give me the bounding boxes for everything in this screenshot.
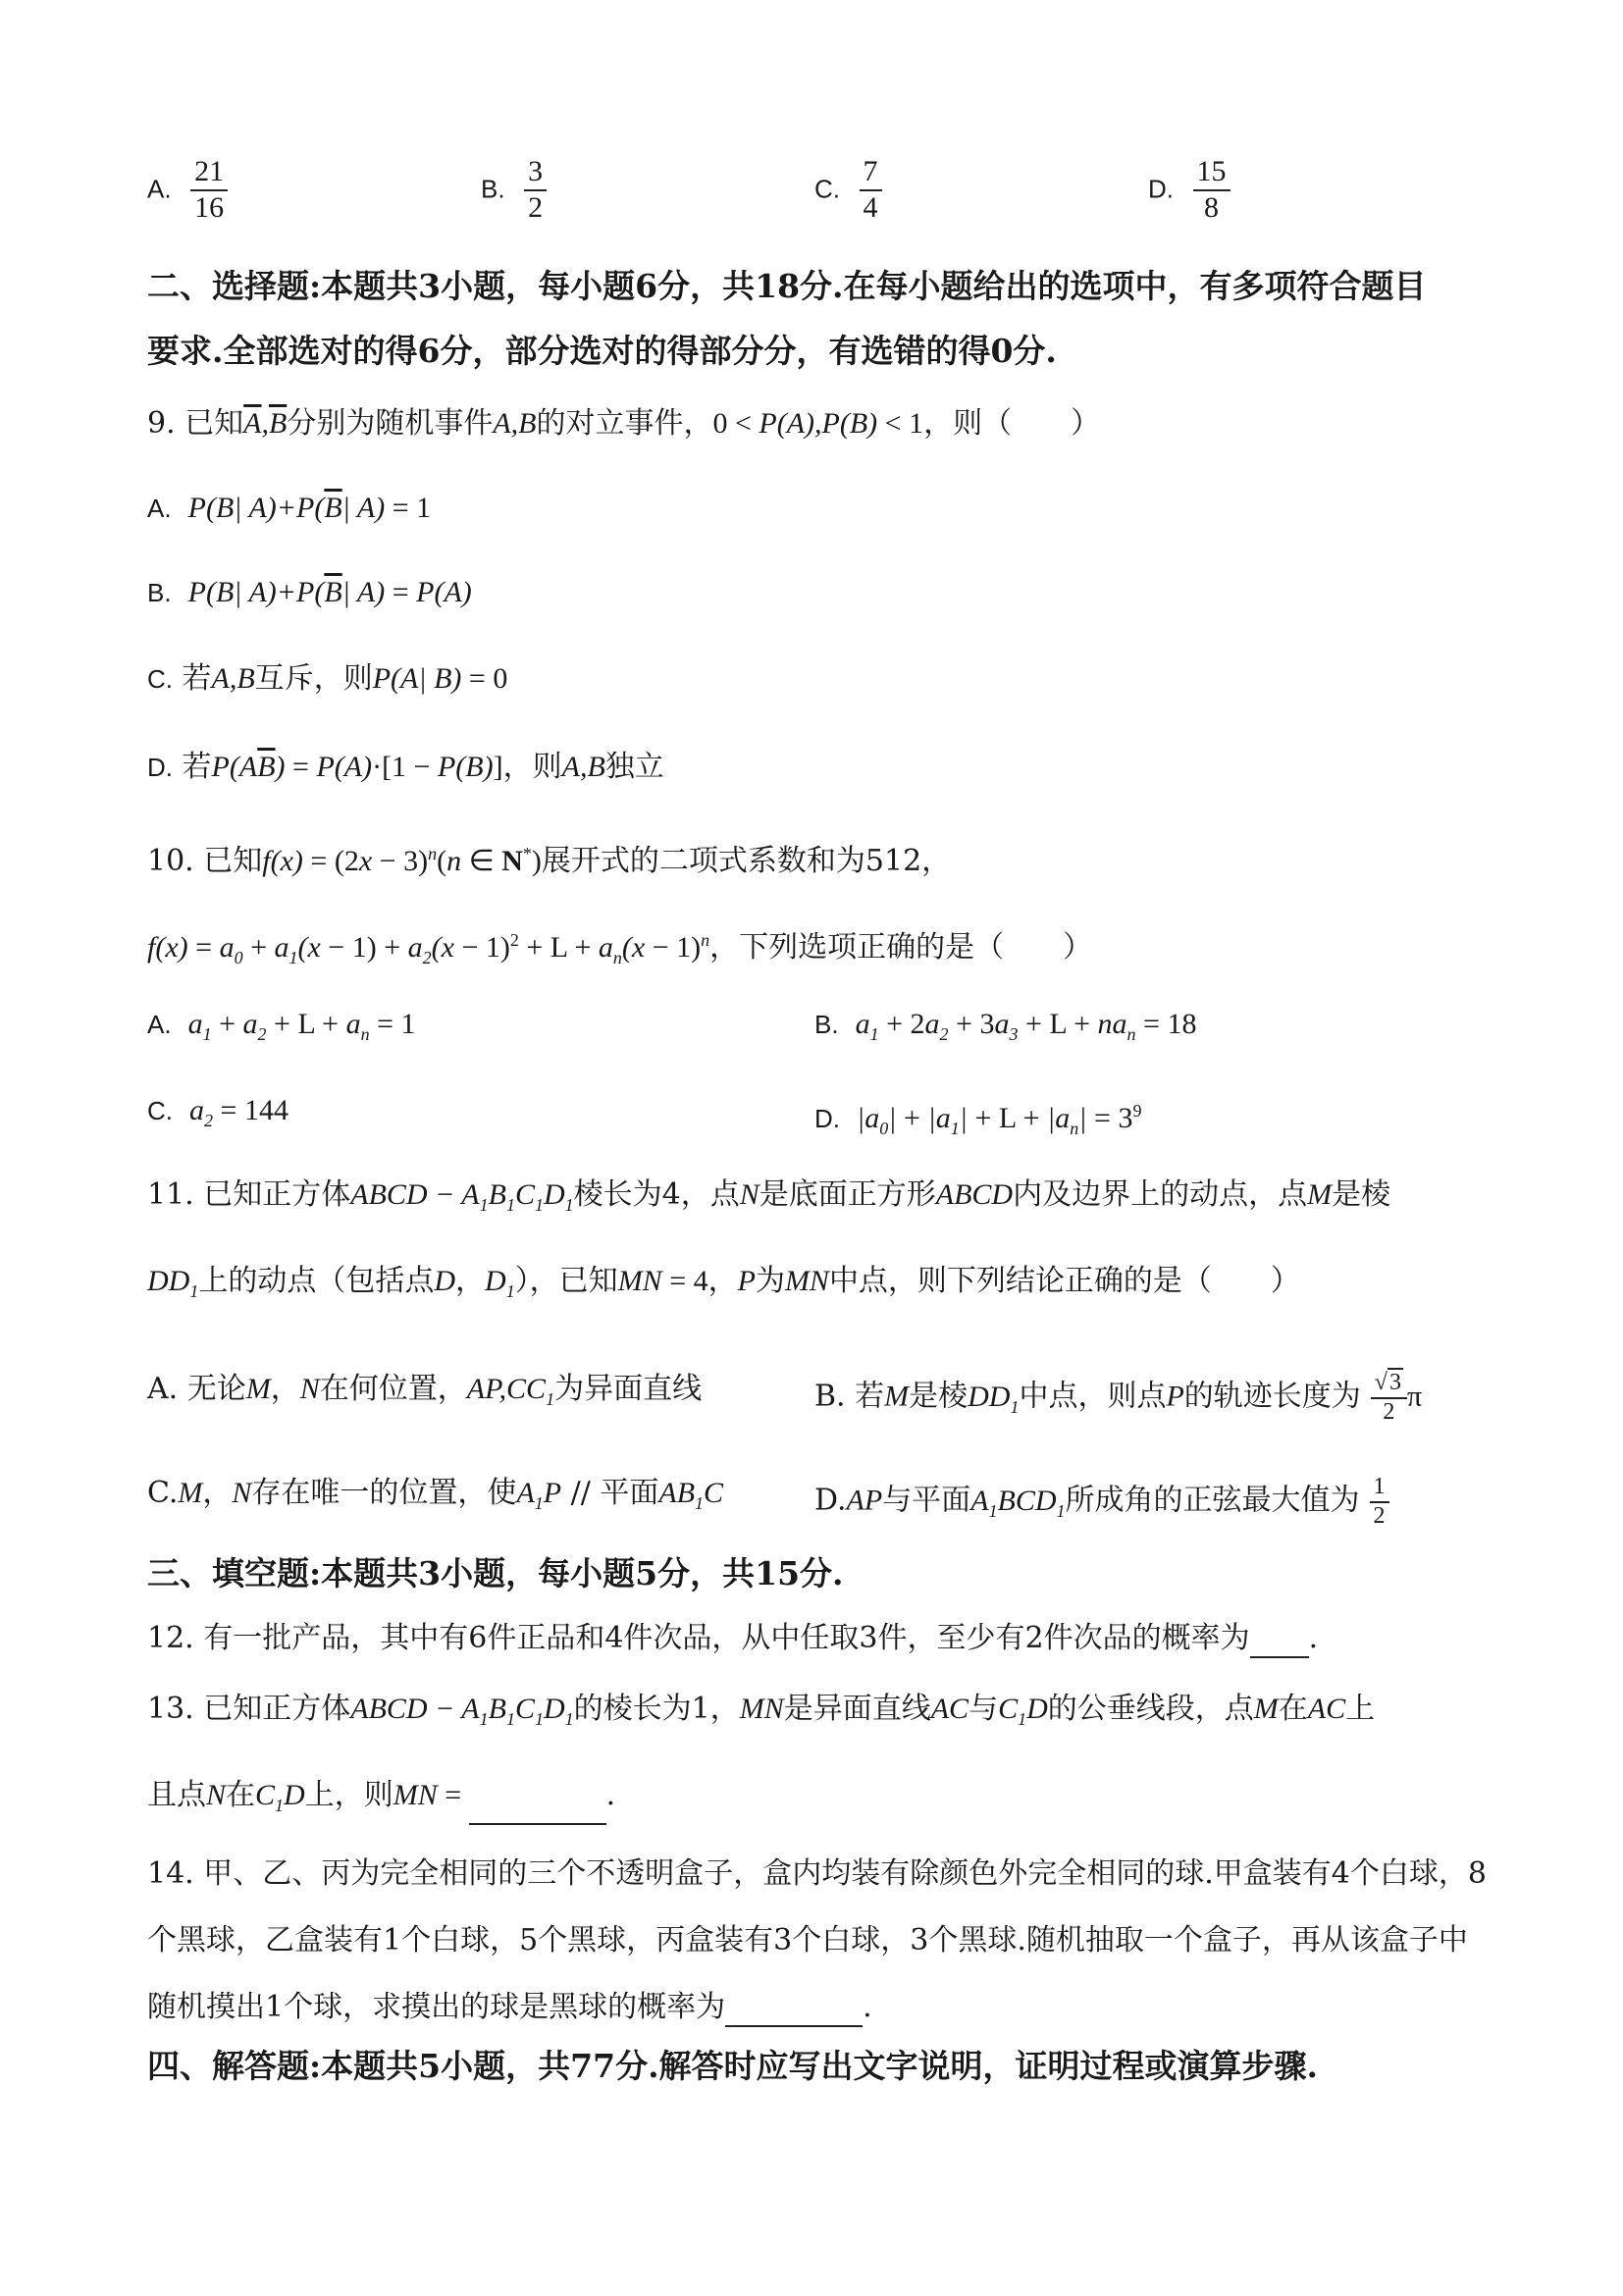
fraction: $\frac{3}{2}$: [524, 155, 547, 225]
section4-heading: 四、解答题:本题共5小题，共77分.解答时应写出文字说明，证明过程或演算步骤.: [147, 2047, 1319, 2085]
math-cube: ABCD − $A_1B_1C_1D_1$: [350, 1693, 574, 1729]
math-formula: MN =: [393, 1779, 469, 1811]
math-formula: P(B| $A)+P(\overline{B}|$ A) = P(A): [181, 576, 472, 608]
math-formula: $a_1 + a_2 + L + a_n = 1$: [181, 1008, 416, 1044]
math-formula: $a_1 + 2a_2 + 3a_3 + L + na_n = 18$: [848, 1008, 1197, 1044]
q10-option-d: D. $|a_0| + |a_1| + L + |a_n| = 3^9$: [814, 1101, 1142, 1138]
math-formula: $f(x) = (2x - 3)^n(n$ ∈ N*): [262, 844, 542, 877]
q10-option-c: C. $a_2 = 144$: [147, 1094, 288, 1130]
math-m: M: [1253, 1693, 1279, 1725]
math-a1p: $A_1P$: [516, 1477, 562, 1513]
q14-line2: 个黑球，乙盒装有1个白球，5个黑球，丙盒装有3个白球，3个黑球.随机抽取一个盒子，再从该盒子中: [147, 1923, 1468, 1957]
q10-option-a: A. $a_1 + a_2 + L + a_n = 1$: [147, 1008, 416, 1044]
math-m: M: [884, 1380, 910, 1413]
q8-option-a: A. $\frac{21}{16}$: [147, 155, 228, 225]
math-events: A,B: [561, 751, 605, 783]
q11-option-d: D.AP与平面$A_1BCD_1$所成角的正弦最大值为 $\frac{1}{2}$: [814, 1474, 1389, 1531]
math-prob-range: 0 < P(A),P(B) < 1: [712, 407, 924, 440]
math-n: N: [206, 1779, 227, 1811]
math-dd1: $DD_1$: [968, 1380, 1020, 1417]
math-c1d: $C_1D$: [998, 1693, 1048, 1729]
q10-stem-line1: 10. 已知$f(x) = (2x - 3)^n(n$ ∈ N*)展开式的二项式系数和为512，: [147, 844, 952, 878]
section2-heading-line2: 要求.全部选对的得6分，部分选对的得部分分，有选错的得0分.: [147, 332, 1057, 370]
math-events-complement: $\overline{A},\overline{B}$: [243, 407, 288, 440]
math-events: A,B: [211, 662, 255, 695]
q9-stem: 9. 已知$\overline{A},\overline{B}$分别为随机事件A,B的对立事件，0 < P(A),P(B) < 1，则（ ）: [147, 406, 1101, 441]
math-plane: $A_1BCD_1$: [970, 1484, 1066, 1521]
fraction: $\frac{15}{8}$: [1193, 155, 1230, 225]
fraction-sqrt3-over-2: $\frac{√3}{2}$: [1371, 1370, 1407, 1426]
q11-stem-line2: $DD_1$上的动点（包括点D，$D_1$），已知MN = 4，P为MN中点，则下列结论正确的是（ ）: [147, 1264, 1300, 1301]
q9-option-d: D. 若$P(A\overline{B}) = P(A)\cdot[1 - P(B)]$，则A,B独立: [147, 750, 664, 784]
q12: 12. 有一批产品，其中有6件正品和4件次品，从中任取3件，至少有2件次品的概率为 .: [147, 1619, 1318, 1658]
math-points: D: [434, 1265, 456, 1297]
q14-line3: 随机摸出1个球，求摸出的球是黑球的概率为 .: [147, 1988, 872, 2027]
math-m: M: [1307, 1178, 1333, 1211]
q13-line2: 且点N在$C_1D$上，则MN = .: [147, 1776, 615, 1825]
math-formula: $f(x) = a_0 + a_1(x - 1) + a_2(x - 1)^2 + L + a_n(x - 1)^n$: [147, 930, 710, 967]
fraction-1-over-2: $\frac{1}{2}$: [1370, 1474, 1389, 1530]
q8-option-d: D. $\frac{15}{8}$: [1148, 155, 1230, 225]
math-n: N: [232, 1477, 252, 1509]
math-ap: AP: [846, 1484, 883, 1517]
math-c1d: $C_1D$: [255, 1779, 305, 1815]
math-formula: MN = 4: [617, 1265, 708, 1297]
answer-blank: [725, 1996, 863, 2027]
section3-heading: 三、填空题:本题共3小题，每小题5分，共15分.: [147, 1554, 844, 1592]
math-formula: $P(A\overline{B}) = P(A)\cdot[1 - P(B)]$: [211, 751, 503, 783]
fraction: $\frac{7}{4}$: [860, 155, 882, 225]
math-formula: $|a_0| + |a_1| + L + |a_n| = 3^9$: [849, 1101, 1142, 1138]
math-lines: $AP,CC_1$: [466, 1373, 555, 1409]
q9-option-a: A. P(B| $A)+P(\overline{B}|$ A) = 1: [147, 492, 432, 524]
math-abcd: ABCD: [935, 1178, 1014, 1211]
math-events: A,B: [493, 407, 537, 440]
answer-blank: [1250, 1627, 1309, 1658]
q14-line1: 14. 甲、乙、丙为完全相同的三个不透明盒子，盒内均装有除颜色外完全相同的球.甲盒装有4个白球，8: [147, 1856, 1487, 1891]
math-cube: ABCD − $A_1B_1C_1D_1$: [350, 1178, 574, 1215]
q11-option-c: C.M，N存在唯一的位置，使$A_1P$ // 平面$AB_1C$: [147, 1476, 724, 1513]
q8-option-c: C. $\frac{7}{4}$: [814, 155, 882, 225]
q9-option-b: B. P(B| $A)+P(\overline{B}|$ A) = P(A): [147, 576, 472, 608]
q10-stem-line2: $f(x) = a_0 + a_1(x - 1) + a_2(x - 1)^2 + L + a_n(x - 1)^n$，下列选项正确的是（ ）: [147, 930, 1093, 967]
section2-heading-line1: 二、选择题:本题共3小题，每小题6分，共18分.在每小题给出的选项中，有多项符合题目: [147, 267, 1427, 305]
fraction: $\frac{21}{16}$: [190, 155, 228, 225]
math-mn: MN: [739, 1693, 784, 1725]
math-mn-points: M: [178, 1477, 203, 1509]
q10-option-b: B. $a_1 + 2a_2 + 3a_3 + L + na_n = 18$: [814, 1008, 1197, 1044]
math-ac: AC: [930, 1693, 969, 1725]
math-dd1: $DD_1$: [147, 1265, 199, 1301]
q11-option-a: A. 无论M，N在何位置，$AP,CC_1$为异面直线: [147, 1372, 703, 1409]
math-d1: $D_1$: [485, 1265, 515, 1301]
q13-line1: 13. 已知正方体ABCD − $A_1B_1C_1D_1$的棱长为1，MN是异面直线AC与$C_1D$的公垂线段，点M在AC上: [147, 1692, 1376, 1729]
math-formula: P(A| B) = 0: [372, 662, 508, 695]
math-formula: $a_2 = 144$: [182, 1094, 288, 1130]
math-p: P: [1166, 1380, 1184, 1413]
math-mn-points: M: [245, 1373, 271, 1405]
math-mn: MN: [784, 1265, 829, 1297]
math-n: N: [299, 1373, 320, 1405]
math-n: N: [739, 1178, 759, 1211]
q11-stem-line1: 11. 已知正方体ABCD − $A_1B_1C_1D_1$棱长为4，点N是底面正方形ABCD内及边界上的动点，点M是棱: [147, 1177, 1391, 1215]
q9-option-c: C. 若A,B互斥，则P(A| B) = 0: [147, 661, 508, 696]
q11-option-b: B. 若M是棱$DD_1$中点，则点P的轨迹长度为 $\frac{√3}{2}$ π: [814, 1370, 1423, 1425]
math-formula: P(B| $A)+P(\overline{B}|$ A) = 1: [181, 492, 432, 524]
answer-blank: [469, 1794, 606, 1825]
q8-option-b: B. $\frac{3}{2}$: [481, 155, 547, 225]
math-p: P: [737, 1265, 756, 1297]
math-ac: AC: [1307, 1693, 1346, 1725]
math-ab1c: $AB_1C$: [658, 1477, 724, 1513]
